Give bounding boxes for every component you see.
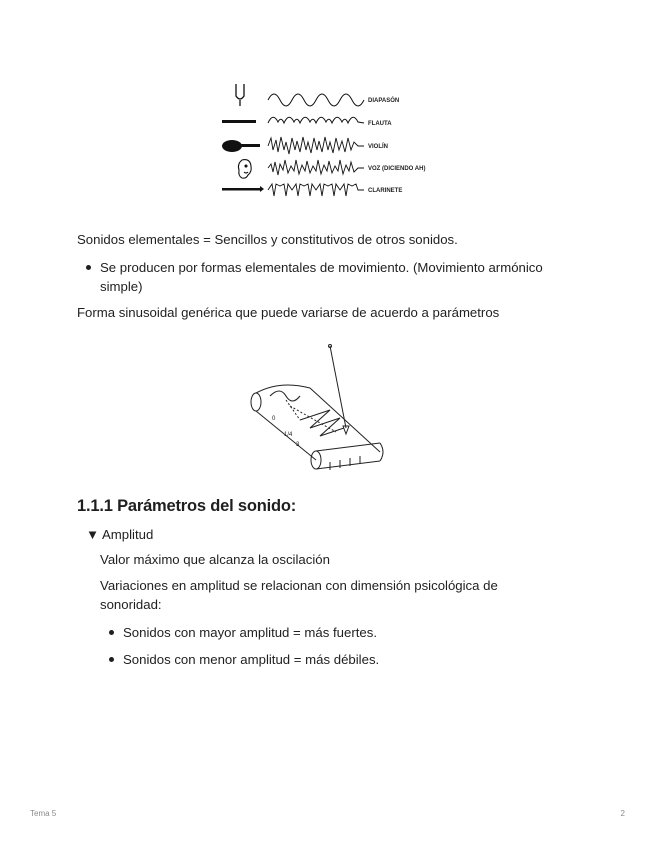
tuning-fork-icon [236, 84, 244, 106]
paragraph-elemental-sounds: Sonidos elementales = Sencillos y constitutivos de otros sonidos. [77, 232, 458, 247]
wave-label-violin: VIOLÍN [368, 144, 389, 150]
section-heading: 1.1.1 Parámetros del sonido: [77, 497, 297, 515]
bullet-dot [86, 265, 91, 270]
page-number: 2 [620, 809, 625, 818]
bullet-dot [109, 630, 114, 635]
bullet-dot [109, 657, 114, 662]
voice-wave [268, 160, 364, 175]
toggle-label: Amplitud [102, 527, 154, 542]
tuning-fork-wave [268, 94, 364, 106]
variation-line-2: sonoridad: [100, 597, 162, 612]
bullet-softer: Sonidos con menor amplitud = más débiles. [123, 652, 380, 667]
violin-icon [222, 140, 260, 152]
flute-wave [268, 117, 364, 123]
variation-line-1: Variaciones en amplitud se relacionan con dimensión psicológica de [100, 578, 498, 593]
bullet-line-1: Se producen por formas elementales de movimiento. (Movimiento armónico [100, 260, 543, 275]
figure-mark-3: 3 [296, 442, 300, 448]
clarinet-icon [222, 186, 264, 192]
bullet-louder: Sonidos con mayor amplitud = más fuertes. [123, 625, 377, 640]
waveform-comparison-figure [218, 80, 448, 200]
pendulum-recording-figure [240, 340, 390, 480]
wave-label-voice: VOZ (DICIENDO AH) [368, 166, 426, 172]
paragraph-sinusoidal: Forma sinusoidal genérica que puede variarse de acuerdo a parámetros [77, 305, 500, 320]
bullet-line-2: simple) [100, 279, 143, 294]
figure-mark-quarter: 1/4 [284, 432, 293, 438]
face-icon [238, 160, 251, 179]
wave-label-flute: FLAUTA [368, 121, 392, 127]
violin-wave [268, 137, 364, 154]
figure-mark-0: 0 [272, 416, 276, 422]
toggle-arrow-icon[interactable]: ▼ [86, 527, 100, 542]
clarinet-wave [268, 184, 364, 196]
flute-icon [222, 120, 256, 123]
footer-left: Tema 5 [30, 809, 57, 818]
wave-label-tuning-fork: DIAPASÓN [368, 98, 400, 104]
toggle-amplitud[interactable] [86, 525, 153, 544]
wave-label-clarinet: CLARINETE [368, 188, 403, 194]
definition-amplitude: Valor máximo que alcanza la oscilación [100, 552, 330, 567]
